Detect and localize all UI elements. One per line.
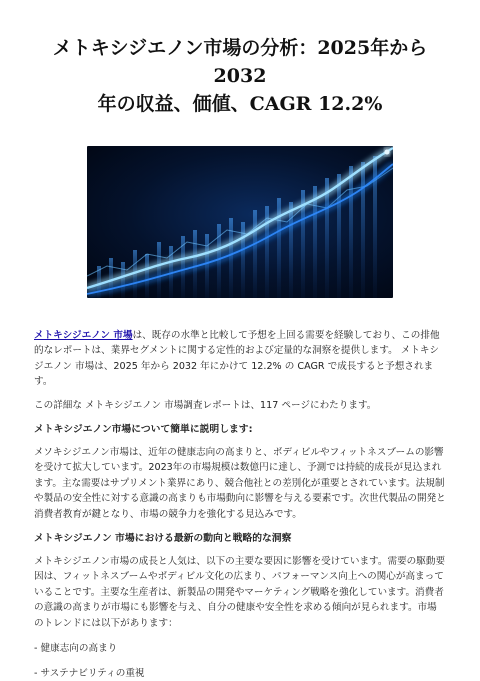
trend-bullet-sustainability: - サステナビリティの重視 [34, 668, 145, 680]
title-line-1: メトキシジエノン市場の分析：2025年から2032 [52, 37, 428, 87]
title-line-2: 年の収益、価値、CAGR 12.2% [97, 93, 383, 115]
intro-paragraph [34, 328, 446, 390]
trends-paragraph: メトキシジエノン市場の成長と人気は、以下の主要な要因に影響を受けています。需要の駆動要因は、フィットネスブームやボディビル文化の広まり、パフォーマンス向上への関心が高まっていることです。主要な生産者は、新製品の開発やマーケティング戦略を強化しています。消費者の意識の高まりが市場にも影響を与え、自分の健康や安全性を求める傾向が見られます。市場のトレンドには以下があります： [34, 556, 446, 629]
intro-text: は、既存の水準と比較して予想を上回る需要を経験しており、この排他的なレポートは、業界セグメントに関する定性的および定量的な洞察を提供します。 メトキシジエノン 市場は、2025 年から 2032 年にかけて 12.2% の CAGR で成長すると予想されます。 [34, 330, 440, 388]
trend-bullet-health: - 健康志向の高まり [34, 643, 118, 655]
section-heading-overview: メトキシジエノン市場について簡単に説明します: [34, 424, 253, 436]
article-title [34, 0, 446, 118]
market-link[interactable]: メトキシジエノン 市場 [34, 330, 133, 341]
section-heading-trends: メトキシジエノン 市場における最新の動向と戦略的な洞察 [34, 533, 292, 545]
growth-chart-hero-image [87, 146, 393, 298]
overview-paragraph: メソキシジエノン市場は、近年の健康志向の高まりと、ボディビルやフィットネスブームの影響を受けて拡大しています。2023年の市場規模は数億円に達し、予測では持続的成長が見込まれます。主な需要はサプリメント業界にあり、競合他社との差別化が重要とされています。法規制や製品の安全性に対する意識の高まりも市場動向に影響を与える要素です。次世代製品の開発と消費者教育が鍵となり、市場の競争力を強化する見込みです。 [34, 447, 446, 520]
report-pages-paragraph: この詳細な メトキシジエノン 市場調査レポートは、117 ページにわたります。 [34, 399, 377, 411]
